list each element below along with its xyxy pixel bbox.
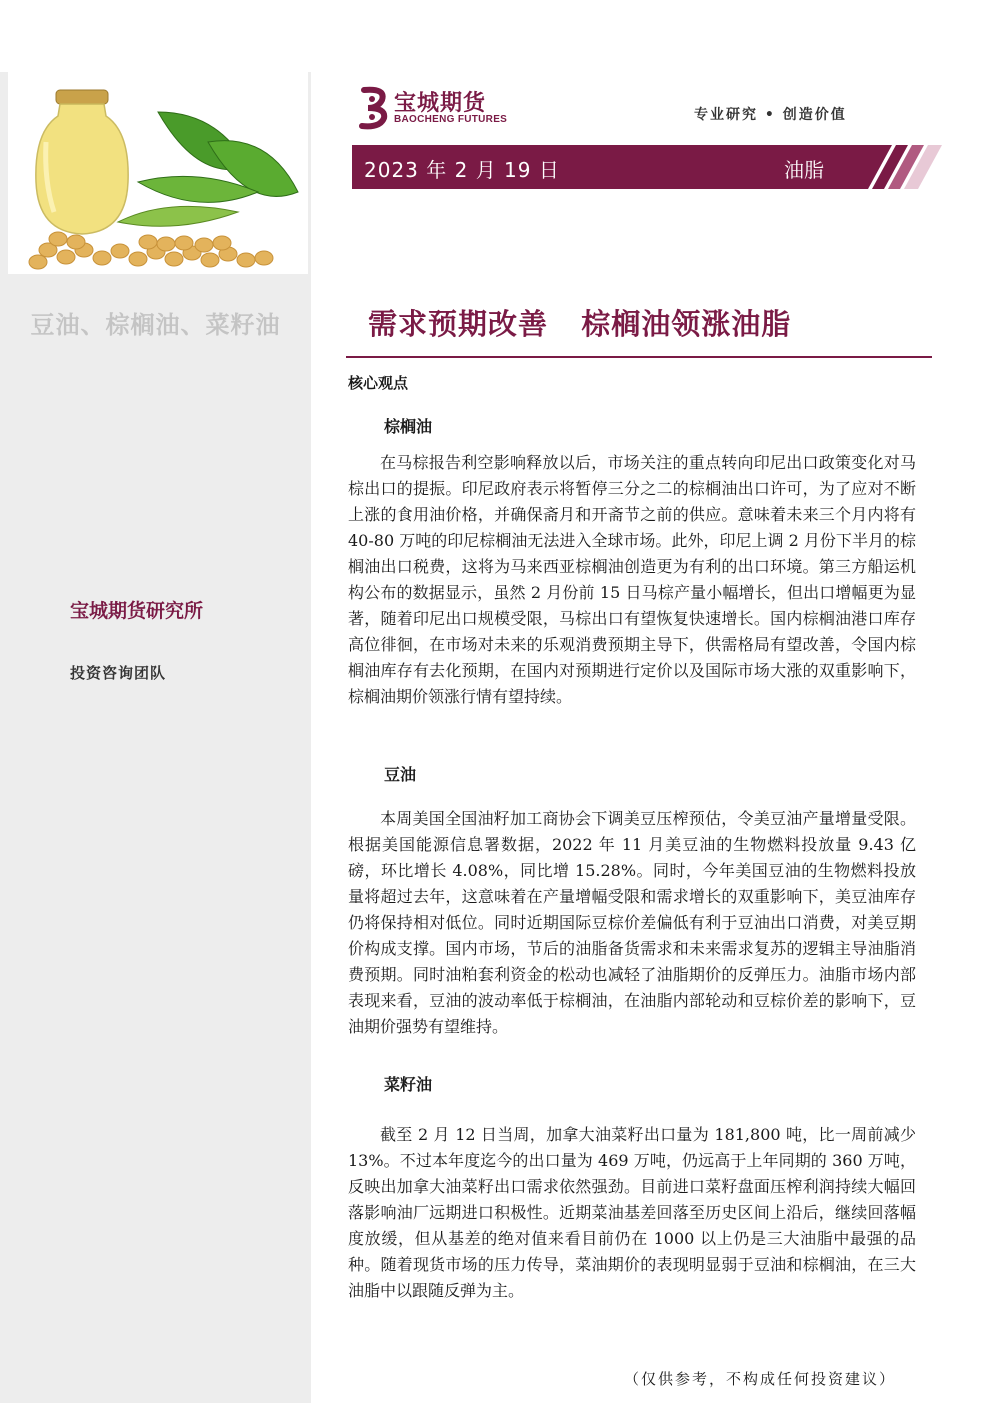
team-name: 投资咨询团队: [70, 664, 167, 682]
company-logo: [356, 84, 526, 132]
section-heading-palm-oil: 棕榈油: [384, 417, 433, 436]
sidebar: [0, 0, 311, 1403]
section-heading-soybean-oil: 豆油: [384, 765, 417, 784]
sidebar-title: 豆油、棕榈油、菜籽油: [30, 311, 281, 339]
logo-chinese-text: 宝城期货: [394, 91, 487, 116]
headline-divider: [346, 356, 932, 358]
section-body-palm-oil: 在马棕报告利空影响释放以后，市场关注的重点转向印尼出口政策变化对马棕出口的提振。印尼政府表示将暂停三分之二的棕榈油出口许可，为了应对不断上涨的食用油价格，并确保斋月和开斋节之前的供应。意味着未来三个月内将有 40-80 万吨的印尼棕榈油无法进入全球市场。此外，印尼上调 2 月份下半月的棕榈油出口税费，这将为马来西亚棕榈油创造更为有利的出口环境。第三方船运机构公布的数据显示，虽然 2 月份前 15 日马棕产量小幅增长，但出口增幅更为显著，随着印尼出口规模受限，马棕出口有望恢复快速增长。国内棕榈油港口库存高位徘徊，在市场对未来的乐观消费预期主导下，供需格局有望改善，令国内棕榈油库存有去化预期，在国内对预期进行定价以及国际市场大涨的双重影响下，棕榈油期价领涨行情有望持续。: [348, 453, 916, 706]
logo-mark-icon: [356, 86, 390, 130]
disclaimer: （仅供参考，不构成任何投资建议）: [624, 1370, 897, 1388]
section-body-rapeseed-oil: 截至 2 月 12 日当周，加拿大油菜籽出口量为 181,800 吨，比一周前减少 13%。不过本年度迄今的出口量为 469 万吨，仍远高于上年同期的 360 万吨，反映出加拿大油菜籽出口需求依然强劲。目前进口菜籽盘面压榨利润持续大幅回落影响油厂远期进口积极性。近期菜油基差回落至历史区间上沿后，继续回落幅度放缓，但从基差的绝对值来看目前仍在 1000 以上仍是三大油脂中最强的品种。随着现货市场的压力传导，菜油期价的表现明显弱于豆油和棕榈油，在三大油脂中以跟随反弹为主。: [348, 1125, 916, 1300]
date-banner: [352, 145, 942, 189]
article-headline: 需求预期改善 棕榈油领涨油脂: [368, 307, 792, 341]
report-sector: 油脂: [784, 158, 824, 182]
logo-english-text: BAOCHENG FUTURES: [394, 114, 508, 125]
oil-jar-illustration: [8, 72, 308, 274]
report-date: 2023 年 2 月 19 日: [364, 158, 560, 182]
section-body-soybean-oil: 本周美国全国油籽加工商协会下调美豆压榨预估，令美豆油产量增量受限。根据美国能源信息署数据，2022 年 11 月美豆油的生物燃料投放量 9.43 亿磅，环比增长 4.08%，同比增 15.28%。同时，今年美国豆油的生物燃料投放量将超过去年，这意味着在产量增幅受限和需求增长的双重影响下，美豆油库存仍将保持相对低位。同时近期国际豆棕价差偏低有利于豆油出口消费，对美豆期价构成支撑。国内市场，节后的油脂备货需求和未来需求复苏的逻辑主导油脂消费预期。同时油粕套利资金的松动也减轻了油脂期价的反弹压力。油脂市场内部表现来看，豆油的波动率低于棕榈油，在油脂内部轮动和豆棕价差的影响下，豆油期价强势有望维持。: [348, 809, 916, 1036]
section-heading-rapeseed-oil: 菜籽油: [384, 1075, 433, 1094]
core-view-heading: 核心观点: [348, 374, 409, 392]
institute-name: 宝城期货研究所: [70, 600, 204, 622]
hero-image-oil-jar-soybeans: [8, 72, 308, 274]
slogan: 专业研究 • 创造价值: [694, 107, 847, 123]
sidebar-top-strip: [0, 0, 311, 72]
